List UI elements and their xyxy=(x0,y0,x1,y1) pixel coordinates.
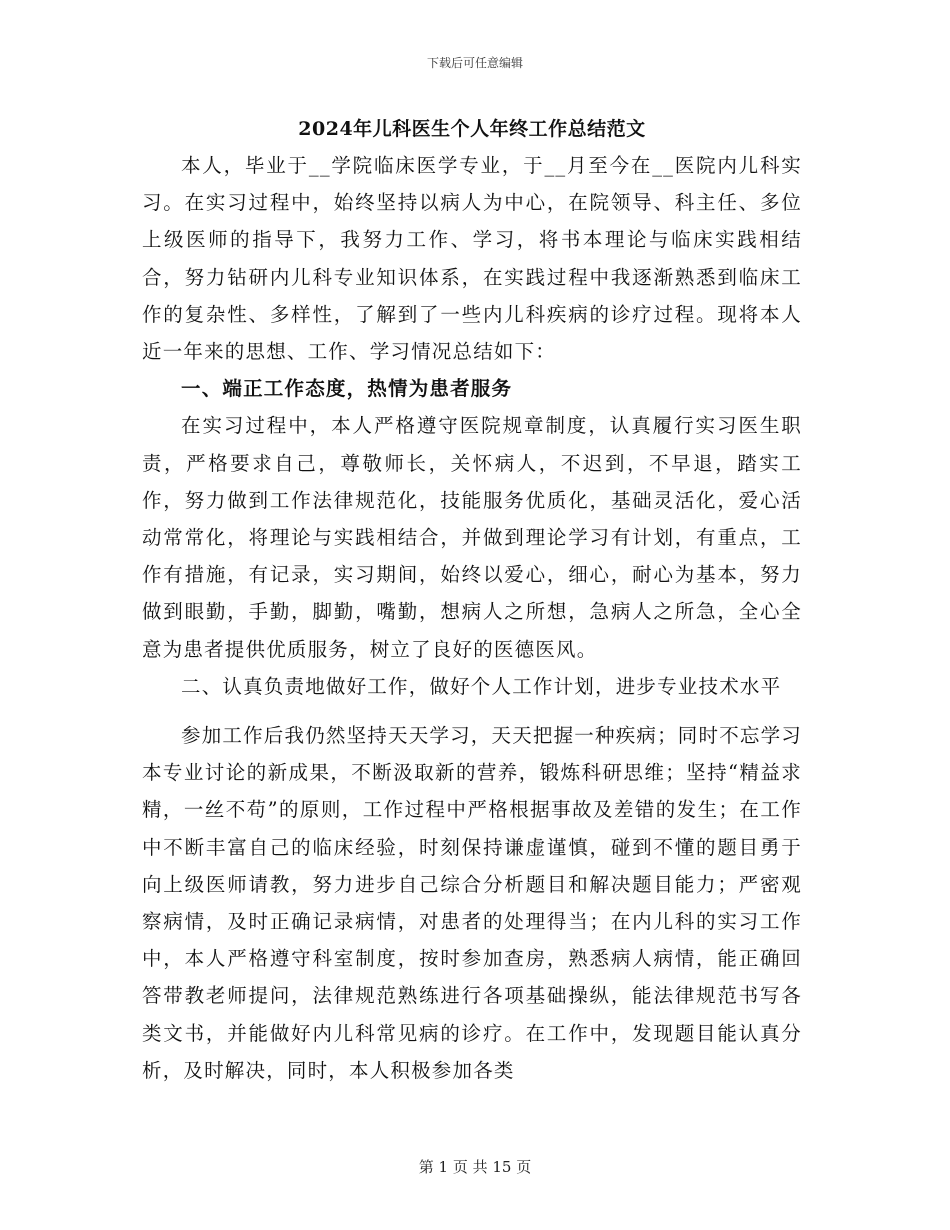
section-heading-2: 二、认真负责地做好工作，做好个人工作计划，进步专业技术水平 xyxy=(181,674,782,698)
paragraph-section-1: 在实习过程中，本人严格遵守医院规章制度，认真履行实习医生职责，严格要求自己，尊敬师长，关怀病人，不迟到，不早退，踏实工作，努力做到工作法律规范化，技能服务优质化，基础灵活化，爱心活动常常化，将理论与实践相结合，并做到理论学习有计划，有重点，工作有措施，有记录，实习期间，始终以爱心，细心，耐心为基本，努力做到眼勤，手勤，脚勤，嘴勤，想病人之所想，急病人之所急，全心全意为患者提供优质服务，树立了良好的医德医风。 xyxy=(142,414,802,661)
paragraph-intro: 本人，毕业于__学院临床医学专业，于__月至今在__医院内儿科实习。在实习过程中，始终坚持以病人为中心，在院领导、科主任、多位上级医师的指导下，我努力工作、学习，将书本理论与临床实践相结合，努力钻研内儿科专业知识体系，在实践过程中我逐渐熟悉到临床工作的复杂性、多样性，了解到了一些内儿科疾病的诊疗过程。现将本人近一年来的思想、工作、学习情况总结如下： xyxy=(142,154,802,364)
paragraph-section-2: 参加工作后我仍然坚持天天学习，天天把握一种疾病；同时不忘学习本专业讨论的新成果，不断汲取新的营养，锻炼科研思维；坚持“精益求精，一丝不苟”的原则，工作过程中严格根据事故及差错的发生；在工作中不断丰富自己的临床经验，时刻保持谦虚谨慎，碰到不懂的题目勇于向上级医师请教，努力进步自己综合分析题目和解决题目能力；严密观察病情，及时正确记录病情，对患者的处理得当；在内儿科的实习工作中，本人严格遵守科室制度，按时参加查房，熟悉病人病情，能正确回答带教老师提问，法律规范熟练进行各项基础操纵，能法律规范书写各类文书，并能做好内儿科常见病的诊疗。在工作中，发现题目能认真分析，及时解决，同时，本人积极参加各类 xyxy=(142,724,803,1082)
page-number: 第 1 页 共 15 页 xyxy=(418,1158,532,1176)
header-note: 下载后可任意编辑 xyxy=(426,56,523,70)
document-body xyxy=(142,112,802,1089)
section-heading-1: 一、端正工作态度，热情为患者服务 xyxy=(181,377,513,401)
document-title: 2024年儿科医生个人年终工作总结范文 xyxy=(298,118,646,140)
